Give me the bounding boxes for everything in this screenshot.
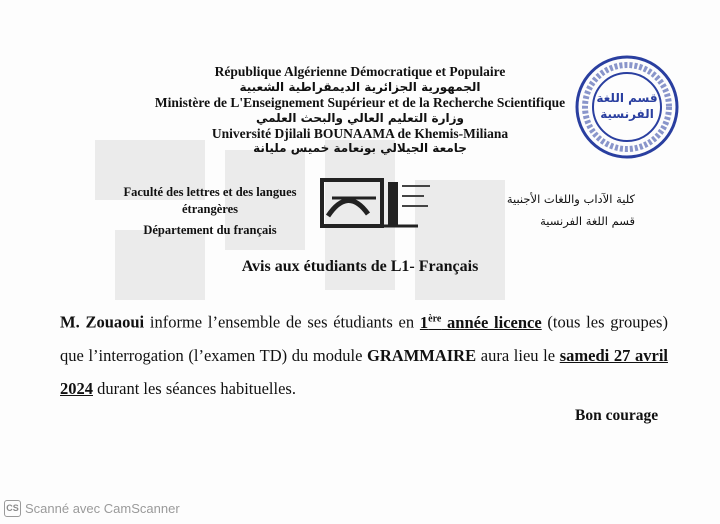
exam-date: samedi 27 avril 2024 <box>60 345 668 398</box>
camscanner-icon: CS <box>4 500 21 517</box>
teacher-name: M. Zouaoui <box>60 312 145 332</box>
faculty-name-line1: Faculté des lettres et des langues <box>123 185 297 199</box>
body-text-4: durant les séances habituelles. <box>93 378 296 398</box>
republic-name: République Algérienne Démocratique et Populaire <box>214 64 506 79</box>
closing-text: Bon courage <box>575 407 659 424</box>
body-text-2: (tous les groupes) que l’interrogation (l’examen TD) du module <box>60 312 668 365</box>
department-stamp <box>572 52 682 162</box>
module-name: GRAMMAIRE <box>367 345 477 365</box>
faculty-french <box>120 184 300 239</box>
body-text-3: aura lieu le <box>476 345 560 365</box>
faculty-name-line2: étrangères <box>182 202 238 216</box>
department-name: Département du français <box>143 223 277 237</box>
department-name-arabic: قسم اللغة الفرنسية <box>540 214 635 228</box>
year-superscript: ère <box>428 313 442 324</box>
year-number: 1 <box>419 312 429 332</box>
notice-body <box>60 302 668 405</box>
body-text-1: informe l’ensemble de ses étudiants en <box>144 312 420 332</box>
stamp-text: قسم اللغة الفرنسية <box>596 91 658 121</box>
scanner-text: Scanné avec CamScanner <box>25 501 180 516</box>
university-name-arabic: جامعة الجيلالي بونعامة خميس مليانة <box>253 141 467 155</box>
faculty-name-arabic: كلية الآداب واللغات الأجنبية <box>506 192 635 206</box>
year-text: année licence <box>441 312 542 332</box>
faculty-arabic <box>470 188 635 232</box>
notice-title: Avis aux étudiants de L1- Français <box>241 258 479 275</box>
ministry-name: Ministère de L'Enseignement Supérieur et de la Recherche Scientifique <box>154 95 566 110</box>
ministry-name-arabic: وزارة التعليم العالي والبحث العلمي <box>255 111 465 125</box>
university-name: Université Djilali BOUNAAMA de Khemis-Miliana <box>211 126 509 141</box>
study-year <box>420 313 542 332</box>
scanner-footer <box>4 500 180 517</box>
republic-name-arabic: الجمهورية الجزائرية الديمقراطية الشعبية <box>239 80 481 94</box>
university-logo <box>318 176 436 234</box>
